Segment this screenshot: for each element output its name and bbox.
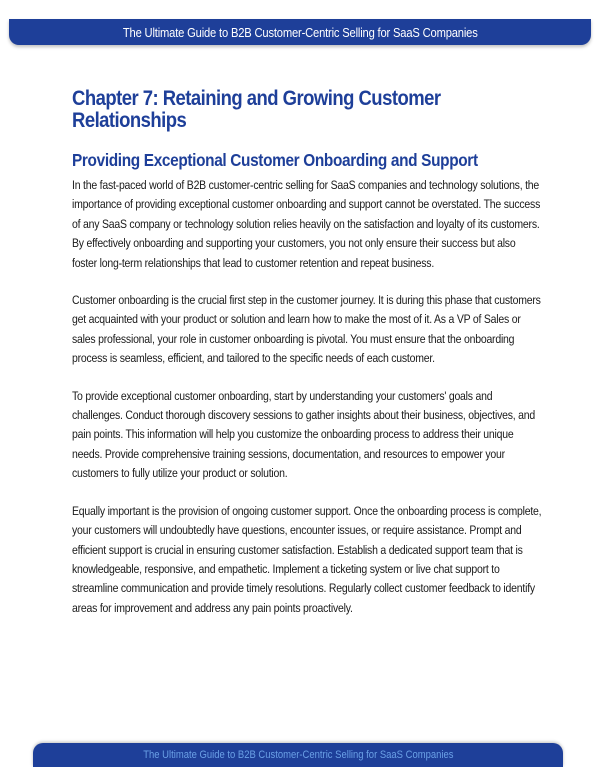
page-content <box>72 88 542 636</box>
section-title: Providing Exceptional Customer Onboarding and Support <box>72 150 478 170</box>
running-header <box>9 19 591 45</box>
body-paragraph: To provide exceptional customer onboarding, start by understanding your customers' goals and challenges. Conduct thorough discovery sessions to gather insights about their business, objectives, and pain points. This information will help you customize the onboarding process to address their unique needs. Provide comprehensive training sessions, documentation, and resources to empower your customers to fully utilize your product or solution. <box>72 388 535 481</box>
chapter-title: Chapter 7: Retaining and Growing Customer Relationships <box>72 87 441 132</box>
body-paragraph: In the fast-paced world of B2B customer-centric selling for SaaS companies and technology solutions, the importance of providing exceptional customer onboarding and support cannot be overstated. The success of any SaaS company or technology solution relies heavily on the satisfaction and loyalty of its customers. By effectively onboarding and supporting your customers, you not only ensure their success but also foster long-term relationships that lead to customer retention and repeat business. <box>72 178 541 270</box>
body-paragraph: Customer onboarding is the crucial first step in the customer journey. It is during this phase that customers get acquainted with your product or solution and learn how to make the most of it. As a VP of Sales or sales professional, your role in customer onboarding is pivotal. You must ensure that the onboarding process is seamless, efficient, and tailored to the specific needs of each customer. <box>72 293 541 366</box>
body-paragraph: Equally important is the provision of ongoing customer support. Once the onboarding process is complete, your customers will undoubtedly have questions, encounter issues, or require assistance. Prompt and efficient support is crucial in ensuring customer satisfaction. Establish a dedicated support team that is knowledgeable, responsive, and empathetic. Implement a ticketing system or live chat support to streamline communication and provide timely resolutions. Regularly collect customer feedback to identify areas for improvement and address any pain points proactively. <box>72 503 542 615</box>
footer-title: The Ultimate Guide to B2B Customer-Centric Selling for SaaS Companies <box>142 749 454 761</box>
running-footer <box>33 743 563 767</box>
header-title: The Ultimate Guide to B2B Customer-Centric Selling for SaaS Companies <box>122 24 478 40</box>
